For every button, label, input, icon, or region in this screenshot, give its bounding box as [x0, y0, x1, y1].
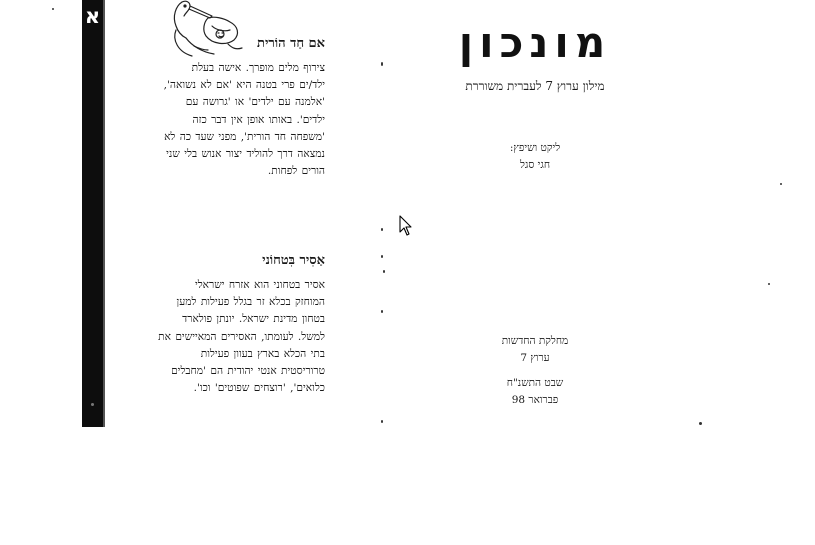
entry-line: אסיר בטחוני הוא אזרח ישראלי [194, 279, 325, 291]
date-line: פברואר 98 [511, 394, 559, 406]
scan-speck [52, 8, 54, 10]
dictionary-entry [145, 253, 325, 397]
credit-name: חגי סגל [519, 159, 551, 171]
publisher-department [470, 333, 600, 367]
entry-body [145, 277, 325, 397]
tab-letter: א [84, 4, 101, 28]
editor-credit [470, 140, 600, 174]
entry-line: טרוריסטית אנטי יהודית הם 'מחבלים [171, 365, 325, 378]
entry-line: 'אלמנה עם ילדים' או 'גרושה עם [185, 96, 325, 109]
entry-line: הורים לפחות. [267, 165, 325, 178]
entry-line: כלואים', 'רוצחים שפוטים' וכו'. [193, 382, 325, 395]
dept-line: מחלקת החדשות [501, 335, 569, 347]
entry-line: ילד/ים פרי בטנה היא 'אם לא נשואה', [163, 79, 325, 92]
scan-speck [381, 255, 383, 258]
cover-subtitle: מילון ערוץ 7 לעברית משוררת [465, 79, 605, 93]
entry-line: המוחזק בכלא זר בגלל פעילות למען [176, 296, 325, 309]
entry-line: צירוף מלים מופרך. אישה בעלת [191, 62, 325, 74]
entry-title: אַסִיר בִּטחוֹני [262, 253, 325, 268]
entry-line: ילדים'. באותו אופן אין דבר כזה [192, 113, 325, 126]
entry-line: נמצאה דרך להוליד יצור אנוש בלי שני [166, 148, 325, 161]
credit-label: ליקט ושיפץ: [509, 142, 561, 154]
scan-speck [768, 283, 770, 285]
tab-edge [103, 0, 105, 427]
entry-body [145, 60, 325, 180]
scan-speck [381, 62, 383, 66]
scan-speck [383, 270, 385, 273]
entry-title: אם חַד הוֹרית [257, 36, 325, 51]
scan-speck [780, 183, 782, 185]
scan-speck [699, 422, 702, 425]
scan-speck [381, 228, 383, 231]
cover-title: מונכון [458, 18, 612, 67]
tab-mark [91, 403, 94, 406]
mouse-pointer-icon [399, 215, 413, 237]
letter-tab [82, 0, 103, 427]
date-line: שבט התשנ"ח [506, 377, 564, 389]
entry-line: למשל. לעומתו, האסירים המאיישים את [158, 330, 325, 343]
publication-date [470, 375, 600, 409]
entry-line: 'משפחה חד הורית', מפני שעד כה לא [164, 130, 325, 143]
entry-line: בטחון מדינת ישראל. יונתן פולארד [182, 313, 325, 326]
scan-speck [381, 420, 383, 423]
entry-line: בתי הכלא בארץ בעוון פעילות [200, 347, 325, 360]
dept-line: ערוץ 7 [520, 352, 550, 364]
scan-speck [381, 310, 383, 313]
